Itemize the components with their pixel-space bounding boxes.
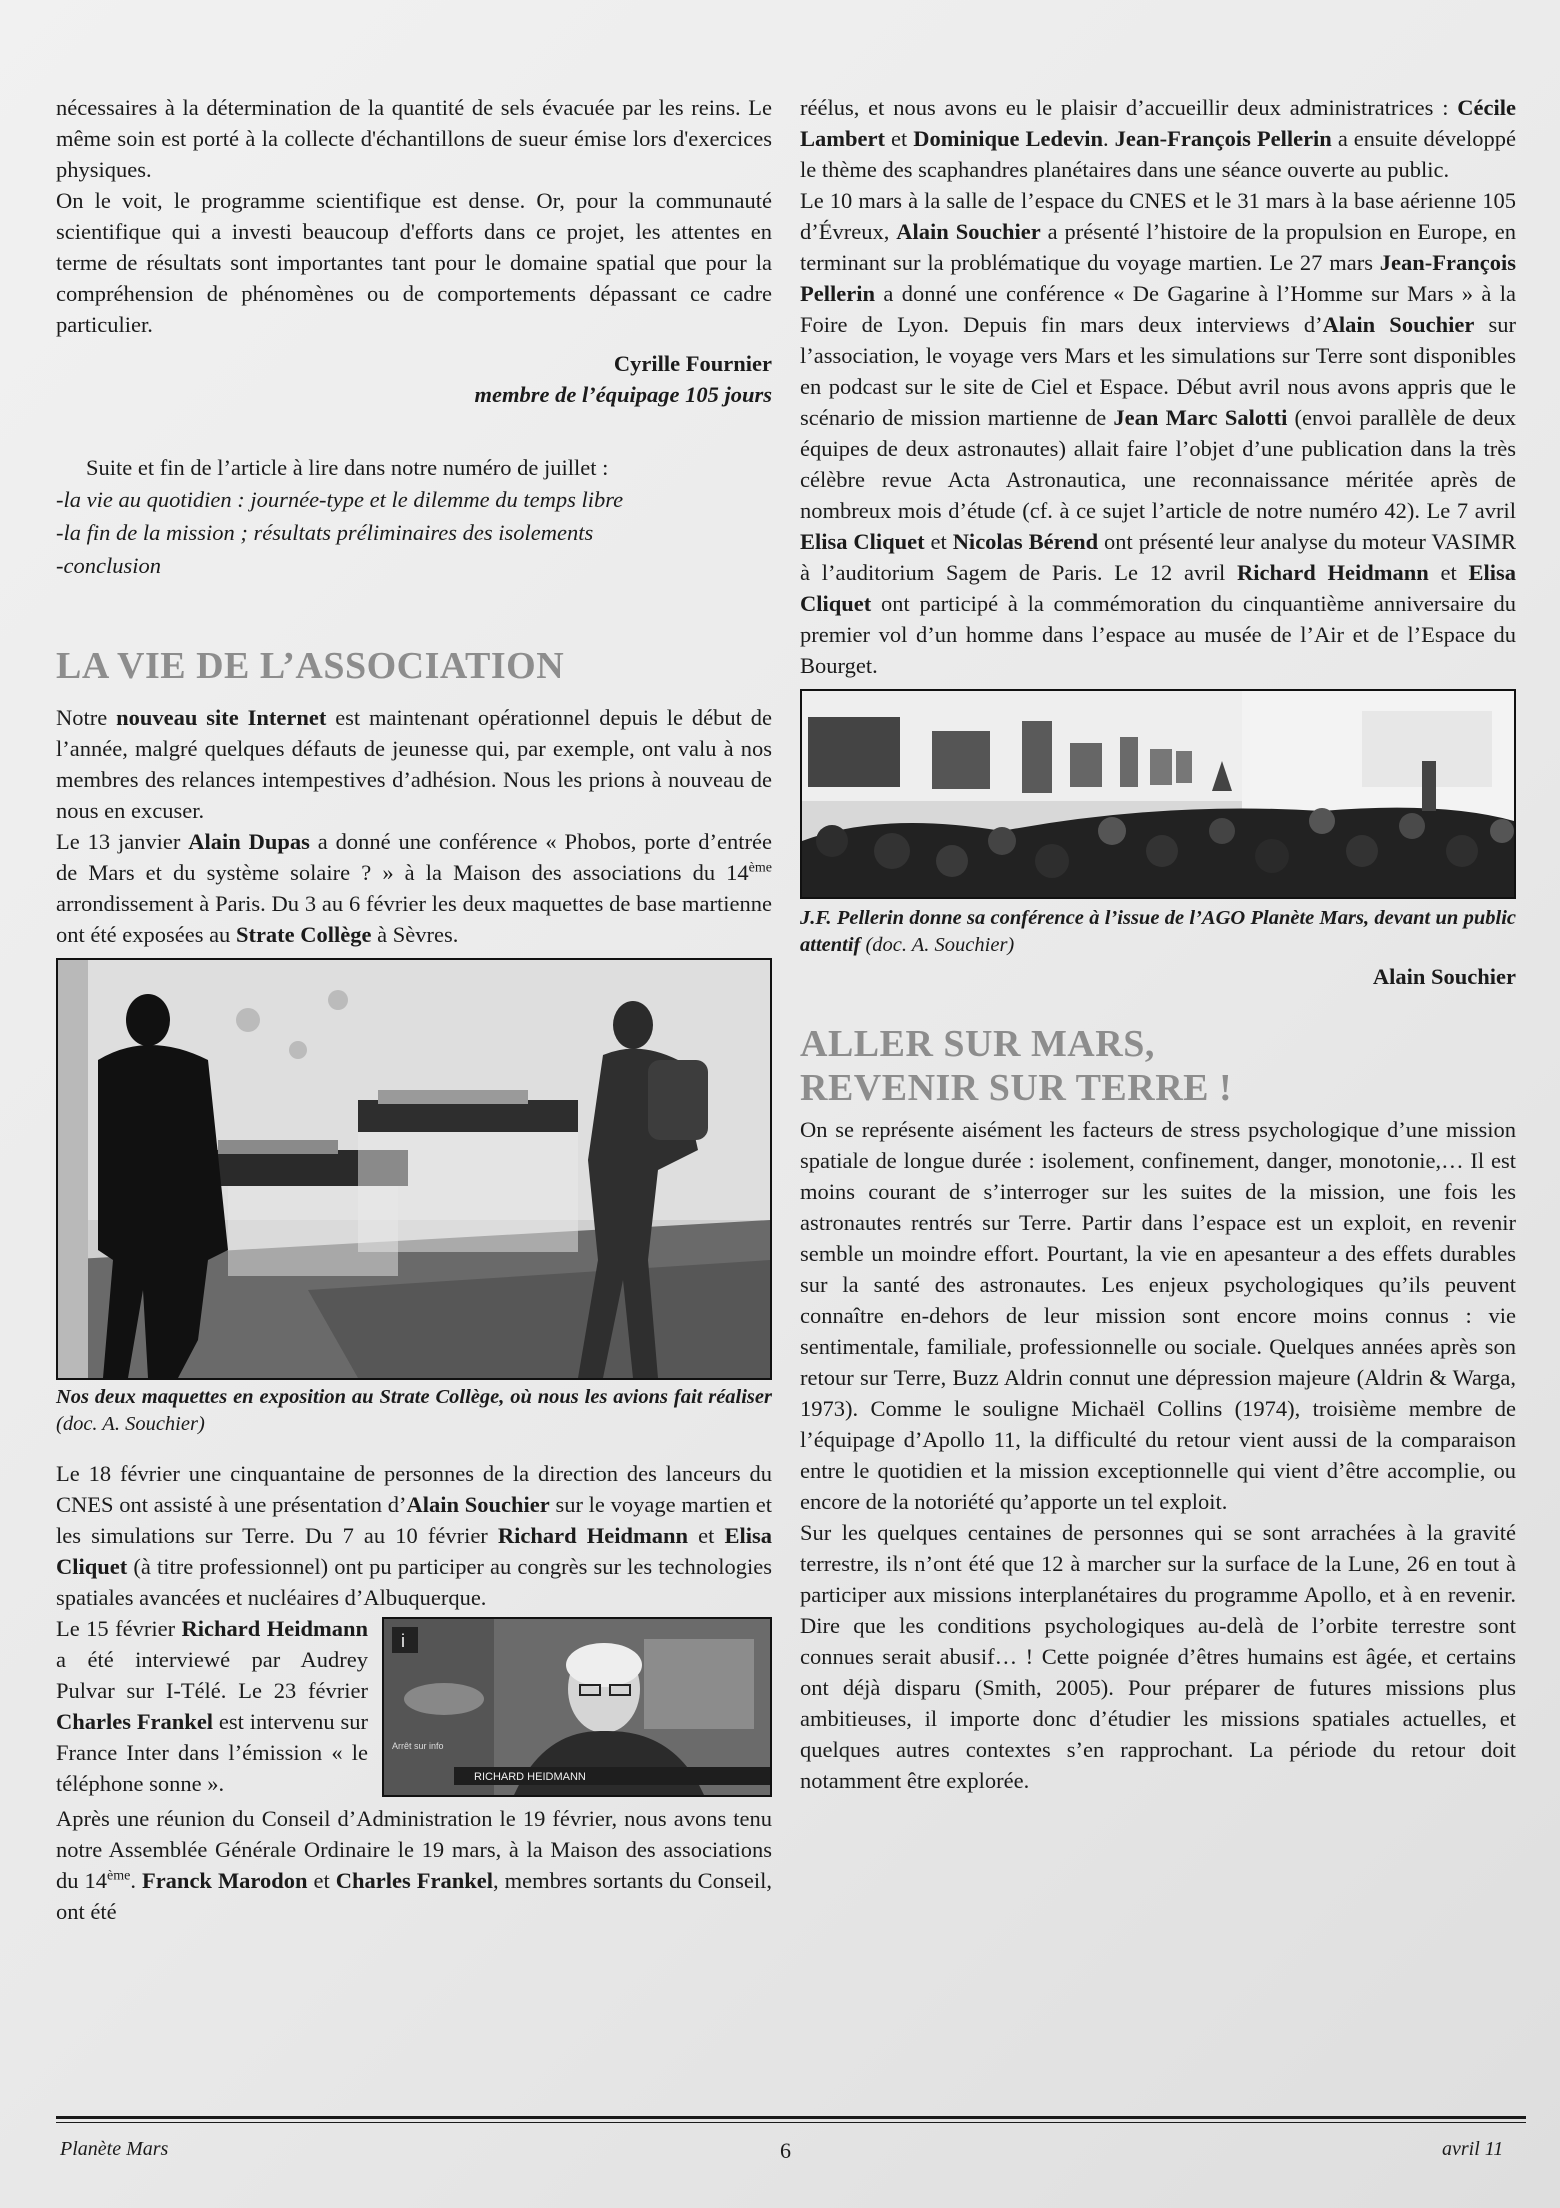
paragraph: Sur les quelques centaines de personnes qui se sont arrachées à la gravité terrestre, ils n’ont été que 12 à marcher sur la surface de la Lune, 26 en tout à participer aux missions interplanétaires du programme Apollo, et à en revenir. Dire que les conditions psychologiques au-delà de l’orbite terrestre sont connues serait abusif… ! Cette poignée d’êtres humains est âgée, et certains ont déjà disparu (Smith, 2005). Pour préparer de futures missions plus ambitieuses, il importe donc d’étudier les missions spatiales actuelles, et quelques autres contextes s’en rapprochant. La période du retour doit notamment être explorée. bbox=[800, 1520, 1516, 1793]
section-title-line: REVENIR SUR TERRE ! bbox=[800, 1067, 1233, 1109]
page-number: 6 bbox=[780, 2138, 791, 2163]
footer-rule-thin bbox=[56, 2122, 1526, 2123]
paragraph: Le 13 janvier Alain Dupas a donné une conférence « Phobos, porte d’entrée de Mars et du système solaire ? » à la Maison des associations du 14ème arrondissement à Paris. Du 3 au 6 février les deux maquettes de base martienne ont été exposées au Strate Collège à Sèvres. bbox=[56, 829, 773, 947]
signature-name: Cyrille Fournier bbox=[613, 351, 772, 376]
photo-caption: Nos deux maquettes en exposition au Strate Collège, où nous les avions fait réaliser (doc. A. Souchier) bbox=[56, 1386, 772, 1435]
paragraph: Le 10 mars à la salle de l’espace du CNES et le 31 mars à la base aérienne 105 d’Évreux, Alain Souchier a présenté l’histoire de la propulsion en Europe, en terminant sur la problématique du voyage martien. Le 27 mars Jean-François Pellerin a donné une conférence « De Gagarine à l’Homme sur Mars » à la Foire de Lyon. Depuis fin mars deux interviews d’Alain Souchier sur l’association, le voyage vers Mars et les simulations sur Terre sont disponibles en podcast sur le site de Ciel et Espace. Début avril nous avons appris que le scénario de mission martienne de Jean Marc Salotti (envoi parallèle de deux équipes de deux astronautes) allait faire l’objet d’une publication dans la très célèbre revue Acta Astronautica, une reconnaissance méritée après de nombreux mois d’étude (cf. à ce sujet l’article de notre numéro 42). Le 7 avril Elisa Cliquet et Nicolas Bérend ont présenté leur analyse du moteur VASIMR à l’auditorium Sagem de Paris. Le 12 avril Richard Heidmann et Elisa Cliquet ont participé à la commémoration du cinquantième anniversaire du premier vol d’un homme dans l’espace au musée de l’Air et de l’Espace du Bourget. bbox=[800, 188, 1516, 678]
paragraph: On se représente aisément les facteurs de stress psychologique d’une mission spatiale de longue durée : isolement, confinement, danger, monotonie,… Il est moins courant de s’interroger sur les suites de la mission, une fois les astronautes rentrés sur Terre. Partir dans l’espace est un exploit, en revenir semble un moindre effort. Pourtant, la vie en apesanteur a des effets durables sur la santé des astronautes. Les enjeux psychologiques qu’ils peuvent connaître en-dehors de leur mission sont encore moins connus : vie sentimentale, familiale, professionnelle ou sociale. Quelques années après son retour sur Terre, Buzz Aldrin connut une dépression majeure (Aldrin & Warga, 1973). Comme le souligne Michaël Collins (1974), troisième membre de l’équipage d’Apollo 11, la difficulté du retour vient aussi de la comparaison entre le quotidien et la mission exceptionnelle qui vient d’être accomplie, ou encore de la notoriété qu’apporte un tel exploit. bbox=[800, 1117, 1516, 1514]
tv-banner-text: RICHARD HEIDMANN bbox=[474, 1771, 586, 1783]
footer-date: avril 11 bbox=[1442, 2138, 1504, 2160]
section-title-line: ALLER SUR MARS, bbox=[800, 1023, 1155, 1065]
paragraph: réélus, et nous avons eu le plaisir d’accueillir deux administratrices : Cécile Lambert et Dominique Ledevin. Jean-François Pellerin a ensuite développé le thème des scaphandres planétaires dans une séance ouverte au public. bbox=[800, 95, 1516, 182]
paragraph: Notre nouveau site Internet est maintenant opérationnel depuis le début de l’année, malgré quelques défauts de jeunesse qui, par exemple, ont valu à nos membres des relances intempestives d’adhésion. Nous les prions à nouveau de nous en excuser. bbox=[56, 705, 772, 823]
suite-item: -la fin de la mission ; résultats préliminaires des isolements bbox=[56, 520, 594, 545]
svg-text:i: i bbox=[401, 1631, 405, 1651]
right-column bbox=[800, 92, 1516, 1796]
section-title bbox=[800, 1022, 1516, 1110]
photo-caption: J.F. Pellerin donne sa conférence à l’issue de l’AGO Planète Mars, devant un public attentif (doc. A. Souchier) bbox=[800, 907, 1516, 956]
paragraph: Le 18 février une cinquantaine de personnes de la direction des lanceurs du CNES ont assisté à une présentation d’Alain Souchier sur le voyage martien et les simulations sur Terre. Du 7 au 10 février Richard Heidmann et Elisa Cliquet (à titre professionnel) ont pu participer au congrès sur les technologies spatiales avancées et nucléaires d’Albuquerque. bbox=[56, 1461, 772, 1610]
paragraph: Le 15 février Richard Heidmann a été interviewé par Audrey Pulvar sur I-Télé. Le 23 février Charles Frankel est intervenu sur France Inter dans l’émission « le téléphone sonne ». bbox=[56, 1616, 368, 1796]
paragraph: Après une réunion du Conseil d’Administration le 19 février, nous avons tenu notre Assemblée Générale Ordinaire le 19 mars, à la Maison des associations du 14ème. Franck Marodon et Charles Frankel, membres sortants du Conseil, ont été bbox=[56, 1806, 772, 1924]
exhibition-photo bbox=[56, 958, 772, 1380]
footer-publication: Planète Mars bbox=[60, 2138, 169, 2160]
suite-notice bbox=[56, 452, 772, 582]
tv-interview-photo bbox=[382, 1617, 772, 1797]
paragraph: nécessaires à la détermination de la quantité de sels évacuée par les reins. Le même soin est porté à la collecte d'échantillons de sueur émise lors d'exercices physiques. bbox=[56, 95, 772, 182]
tv-side-text: Arrêt sur info bbox=[392, 1741, 444, 1751]
signature bbox=[56, 348, 772, 410]
signature-name: Alain Souchier bbox=[1372, 964, 1516, 989]
signature-role: membre de l’équipage 105 jours bbox=[474, 382, 772, 407]
footer-rule bbox=[56, 2116, 1526, 2119]
left-column bbox=[56, 92, 772, 1927]
section-title: LA VIE DE L’ASSOCIATION bbox=[56, 645, 565, 687]
conference-photo bbox=[800, 689, 1516, 899]
suite-intro: Suite et fin de l’article à lire dans notre numéro de juillet : bbox=[86, 455, 609, 480]
suite-item: -la vie au quotidien : journée-type et le dilemme du temps libre bbox=[56, 487, 624, 512]
paragraph: On le voit, le programme scientifique est dense. Or, pour la communauté scientifique qui a investi beaucoup d'efforts dans ce projet, les attentes en terme de résultats sont importantes tant pour le domaine spatial que pour la compréhension de phénomènes ou de comportements dépassant ce cadre particulier. bbox=[56, 188, 772, 337]
suite-item: -conclusion bbox=[56, 553, 161, 578]
